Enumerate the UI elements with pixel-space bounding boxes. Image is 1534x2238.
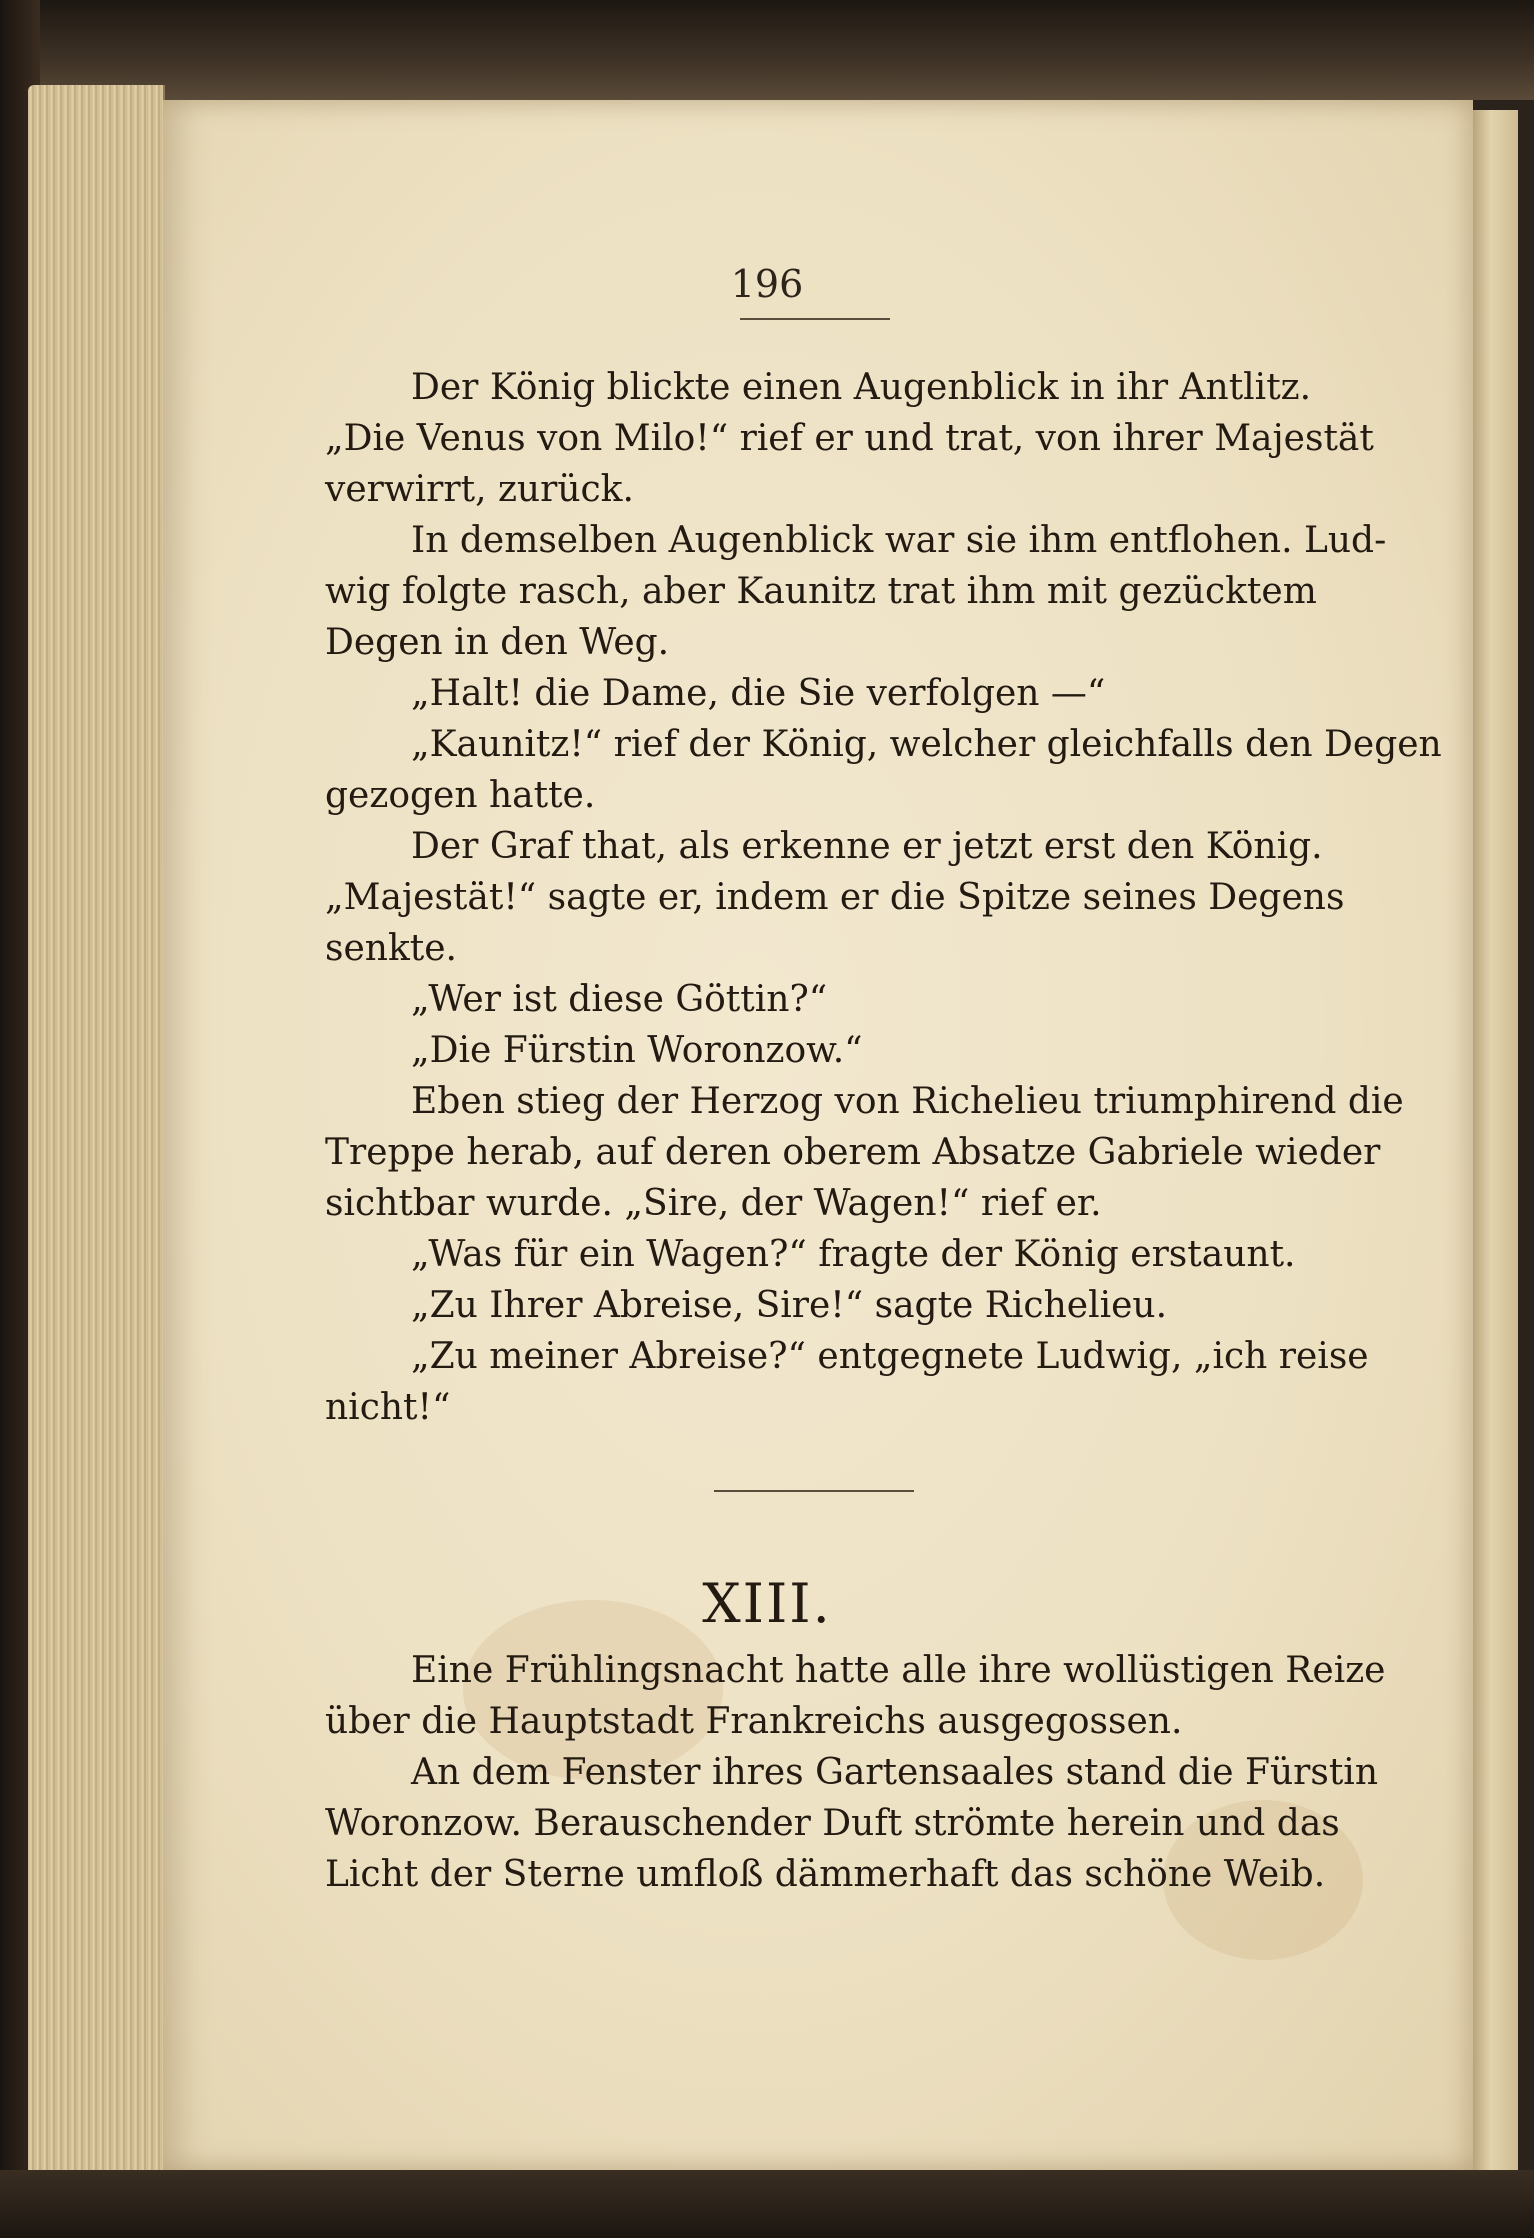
text-line: In demselben Augenblick war sie ihm entflohen. Lud- [411,520,1387,561]
page-number-rule [740,318,890,320]
text-line: Licht der Sterne umfloß dämmerhaft das schöne Weib. [325,1854,1326,1895]
chapter-heading: XIII. [702,1572,832,1635]
text-line: „Kaunitz!“ rief der König, welcher gleichfalls den Degen [411,724,1442,765]
text-line: An dem Fenster ihres Gartensaales stand die Fürstin [411,1752,1379,1793]
text-line: sichtbar wurde. „Sire, der Wagen!“ rief er. [325,1183,1102,1224]
text-line: „Zu Ihrer Abreise, Sire!“ sagte Richelieu. [411,1285,1168,1326]
text-line: Woronzow. Berauschender Duft strömte herein und das [325,1803,1340,1844]
text-line: nicht!“ [325,1387,451,1428]
text-line: „Die Fürstin Woronzow.“ [411,1030,863,1071]
text-line: Der König blickte einen Augenblick in ihr Antlitz. [411,367,1312,408]
text-line: „Majestät!“ sagte er, indem er die Spitze seines Degens [325,877,1345,918]
text-block-before [325,362,1442,1433]
text-line: „Was für ein Wagen?“ fragte der König erstaunt. [411,1234,1296,1275]
book-bottom-edge [0,2170,1534,2238]
text-line: Degen in den Weg. [325,622,670,663]
page-number: 196 [730,262,804,306]
text-line: verwirrt, zurück. [325,469,634,510]
text-line: senkte. [325,928,457,969]
page-stack [28,85,165,2185]
text-line: wig folgte rasch, aber Kaunitz trat ihm mit gezücktem [325,571,1317,612]
text-line: Eben stieg der Herzog von Richelieu triumphirend die [411,1081,1404,1122]
text-line: Eine Frühlingsnacht hatte alle ihre wollüstigen Reize [411,1650,1386,1691]
text-line: „Halt! die Dame, die Sie verfolgen —“ [411,673,1106,714]
text-block-after [325,1645,1386,1900]
section-divider [714,1490,914,1492]
facing-page-edge [1473,110,1518,2170]
text-line: Der Graf that, als erkenne er jetzt erst den König. [411,826,1323,867]
text-line: „Wer ist diese Göttin?“ [411,979,828,1020]
text-line: Treppe herab, auf deren oberem Absatze Gabriele wieder [325,1132,1381,1173]
text-line: „Zu meiner Abreise?“ entgegnete Ludwig, „ich reise [411,1336,1369,1377]
book-top-edge [0,0,1534,100]
text-line: gezogen hatte. [325,775,596,816]
text-line: über die Hauptstadt Frankreichs ausgegossen. [325,1701,1183,1742]
text-line: „Die Venus von Milo!“ rief er und trat, von ihrer Majestät [325,418,1374,459]
